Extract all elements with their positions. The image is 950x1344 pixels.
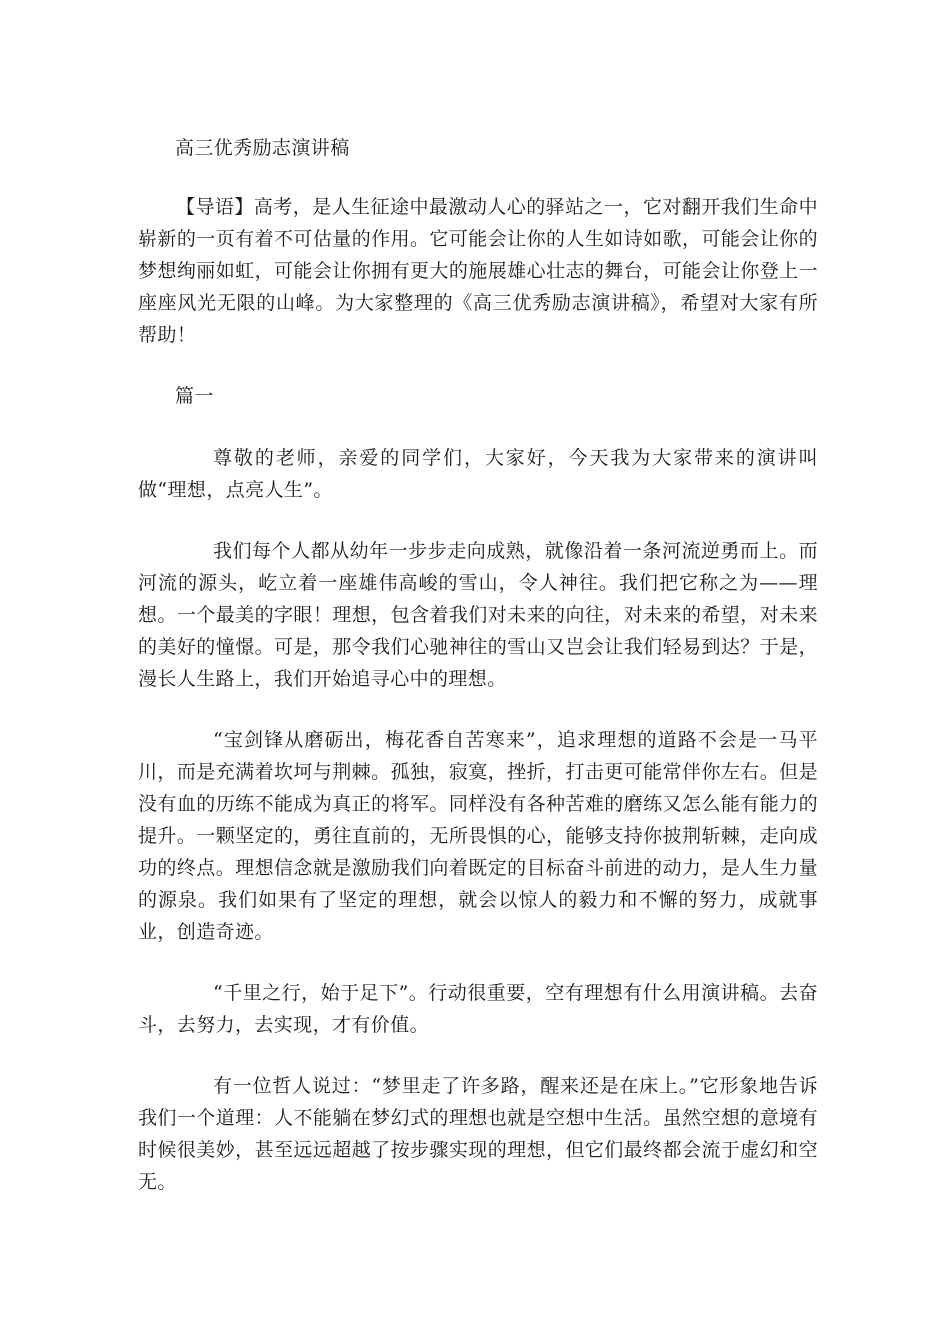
body-paragraph-4: “千里之行，始于足下”。行动很重要，空有理想有什么用演讲稿。去奋斗，去努力，去实现，才有价值。 (138, 982, 818, 1036)
document-title: 高三优秀励志演讲稿 (175, 137, 350, 159)
lead-paragraph: 【导语】高考，是人生征途中最激动人心的驿站之一，它对翻开我们生命中崭新的一页有着不可估量的作用。它可能会让你的人生如诗如歌，可能会让你的梦想绚丽如虹，可能会让你拥有更大的施展雄心壮志的舞台，可能会让你登上一座座风光无限的山峰。为大家整理的《高三优秀励志演讲稿》，希望对大家有所帮助！ (138, 196, 818, 346)
body-paragraph-3: “宝剑锋从磨砺出，梅花香自苦寒来”，追求理想的道路不会是一马平川，而是充满着坎坷与荆棘。孤独，寂寞，挫折，打击更可能常伴你左右。但是没有血的历练不能成为真正的将军。同样没有各种苦难的磨练又怎么能有能力的提升。一颗坚定的，勇往直前的，无所畏惧的心，能够支持你披荆斩棘，走向成功的终点。理想信念就是激励我们向着既定的目标奋斗前进的动力，是人生力量的源泉。我们如果有了坚定的理想，就会以惊人的毅力和不懈的努力，成就事业，创造奇迹。 (138, 729, 818, 943)
document-body (138, 132, 818, 1227)
body-paragraph-2: 我们每个人都从幼年一步步走向成熟，就像沿着一条河流逆勇而上。而河流的源头，屹立着一座雄伟高峻的雪山，令人神往。我们把它称之为——理想。一个最美的字眼！理想，包含着我们对未来的向往，对未来的希望，对未来的美好的憧憬。可是，那令我们心驰神往的雪山又岂会让我们轻易到达？于是，漫长人生路上，我们开始追寻心中的理想。 (138, 540, 818, 690)
body-paragraph-5: 有一位哲人说过：“梦里走了许多路，醒来还是在床上。”它形象地告诉我们一个道理：人不能躺在梦幻式的理想也就是空想中生活。虽然空想的意境有时候很美妙，甚至远远超越了按步骤实现的理想，但它们最终都会流于虚幻和空无。 (138, 1075, 818, 1193)
body-paragraph-1: 尊敬的老师，亲爱的同学们，大家好，今天我为大家带来的演讲叫做“理想，点亮人生”。 (138, 447, 818, 501)
section-heading: 篇一 (175, 385, 214, 407)
